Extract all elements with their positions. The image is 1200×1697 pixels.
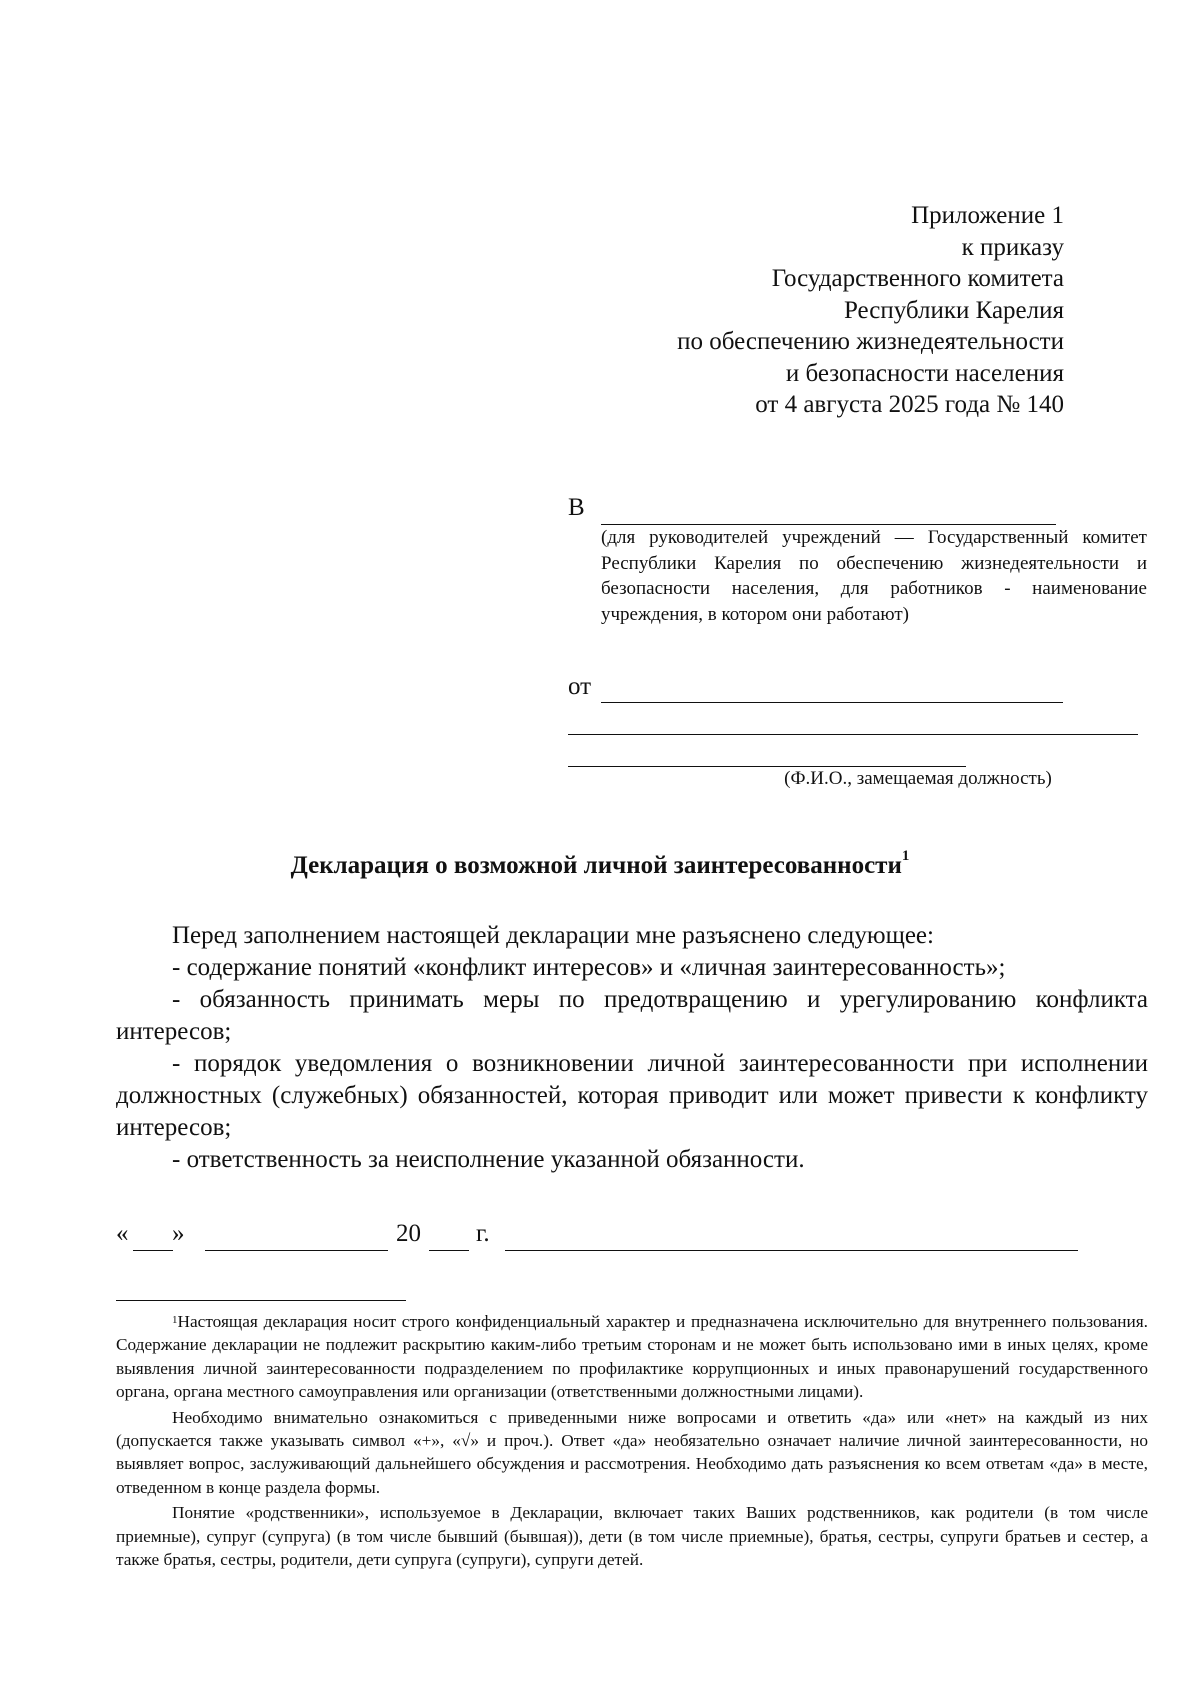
appendix-line: Приложение 1 (911, 202, 1064, 229)
appendix-header (504, 200, 1064, 421)
from-label: от (568, 673, 592, 700)
fio-caption: (Ф.И.О., замещаемая должность) (784, 768, 1052, 789)
list-item: - обязанность принимать меры по предотвращению и урегулированию конфликта интересов; (116, 986, 1148, 1045)
declaration-body (116, 920, 1148, 1176)
year-suffix: г. (476, 1220, 490, 1247)
title-footnote-mark: 1 (901, 848, 910, 864)
close-quote: » (172, 1220, 185, 1247)
footnote (116, 1310, 1148, 1573)
appendix-line: по обеспечению жизнедеятельности (677, 328, 1064, 355)
year-blank-line[interactable] (429, 1250, 469, 1251)
declaration-title (0, 848, 1200, 880)
from-blank-line-3[interactable] (568, 766, 966, 767)
footnote-text: Настоящая декларация носит строго конфиденциальный характер и предназначена исключительно для внутреннего пользования. Содержание декларации не подлежит раскрытию каким-либо третьим сторонам и не может быть использовано ими в иных целях, кроме выявления личной заинтересованности подразделением по профилактике коррупционных и иных правонарушений государственного органа, органа местного самоуправления или организации (ответственными должностными лицами). (116, 1312, 1148, 1402)
appendix-line: от 4 августа 2025 года № 140 (755, 391, 1064, 418)
open-quote: « (116, 1220, 129, 1247)
day-blank-line[interactable] (133, 1250, 173, 1251)
footnote-paragraph: Понятие «родственники», используемое в Декларации, включает таких Ваших родственников, как родители (в том числе приемные), супруг (супруга) (в том числе бывший (бывшая)), дети (в том числе приемные), братья, сестры, супруги братьев и сестер, а также братья, сестры, родители, дети супруга (супруги), супруги детей. (116, 1503, 1148, 1570)
footnote-paragraph: Необходимо внимательно ознакомиться с приведенными ниже вопросами и ответить «да» или «нет» на каждый из них (допускается также указывать символ «+», «√» и проч.). Ответ «да» необязательно означает наличие личной заинтересованности, но выявляет вопрос, заслуживающий дальнейшего обсуждения и рассмотрения. Необходимо дать разъяснения ко всем ответам «да» в месте, отведенном в конце раздела формы. (116, 1407, 1148, 1497)
intro-paragraph: Перед заполнением настоящей декларации мне разъяснено следующее: (172, 922, 934, 949)
addressee-to (568, 494, 1148, 522)
date-signature-row (116, 1220, 1116, 1252)
from-blank-line-2[interactable] (568, 734, 1138, 735)
list-item: - ответственность за неисполнение указанной обязанности. (172, 1146, 805, 1173)
footnote-paragraph (116, 1310, 1148, 1404)
signature-blank-line[interactable] (505, 1250, 1078, 1251)
appendix-line: и безопасности населения (785, 359, 1064, 387)
to-label: В (568, 494, 585, 521)
title-text: Декларация о возможной личной заинтересованности (290, 852, 902, 879)
appendix-line: Республики Карелия (843, 296, 1064, 324)
list-item: - порядок уведомления о возникновении личной заинтересованности при исполнении должностных (служебных) обязанностей, которая приводит или может привести к конфликту интересов; (116, 1050, 1148, 1141)
appendix-line: к приказу (961, 233, 1064, 261)
month-blank-line[interactable] (205, 1250, 388, 1251)
addressee-from (568, 673, 1148, 701)
year-prefix: 20 (396, 1220, 421, 1247)
from-blank-line-1[interactable] (601, 702, 1063, 703)
list-item: - содержание понятий «конфликт интересов» и «личная заинтересованность»; (172, 954, 1006, 981)
footnote-separator (116, 1300, 406, 1301)
appendix-line: Государственного комитета (771, 265, 1064, 292)
footnote-mark: 1 (172, 1314, 178, 1326)
to-note: (для руководителей учреждений — Государственный комитет Республики Карелия по обеспечению жизнедеятельности и безопасности населения, для работников - наименование учреждения, в котором они работают) (601, 527, 1147, 625)
